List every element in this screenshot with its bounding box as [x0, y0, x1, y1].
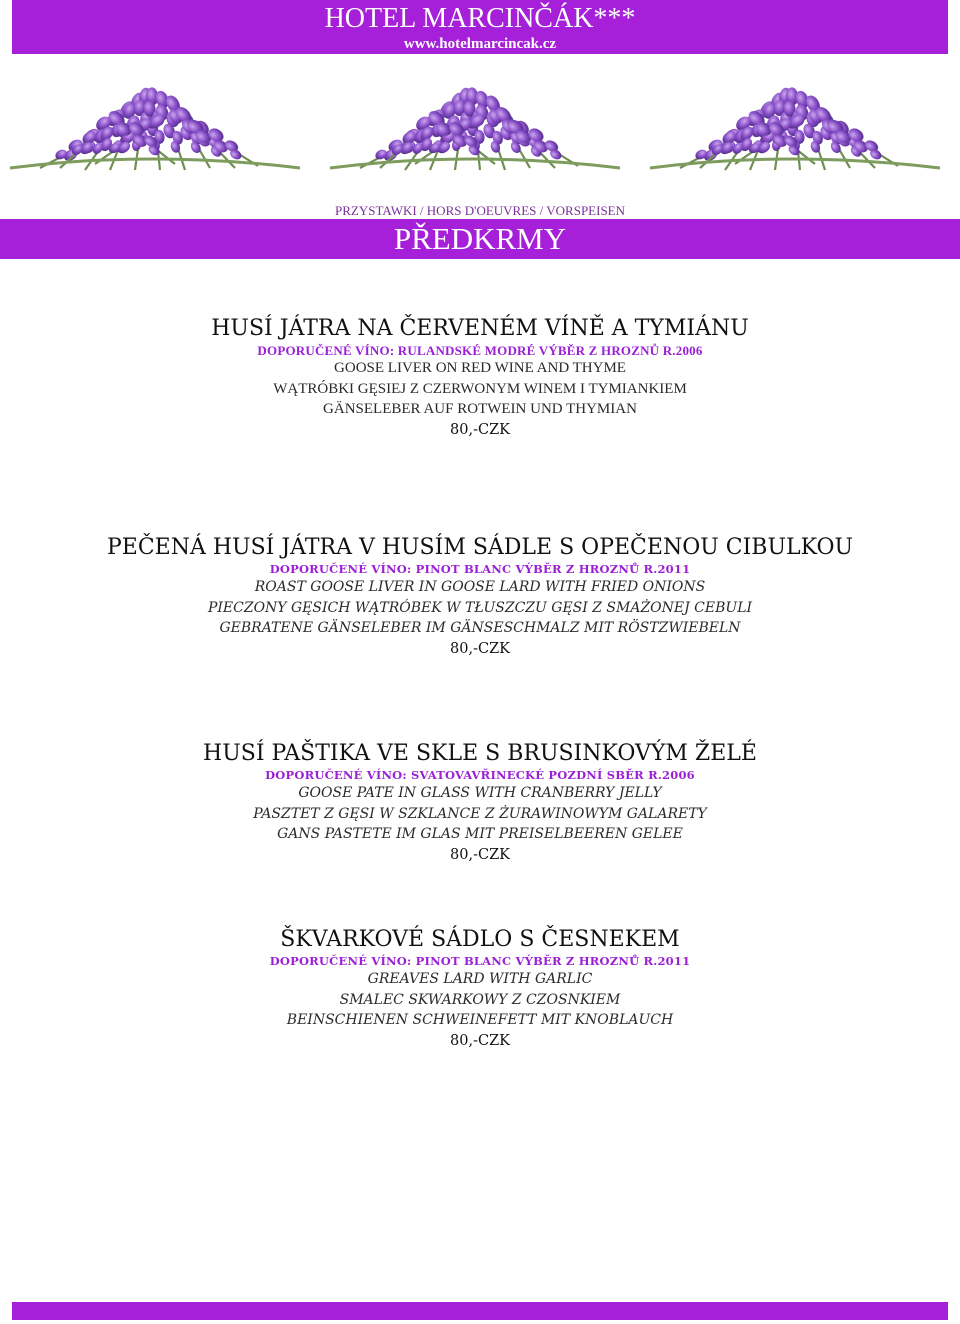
header-bar: [12, 0, 948, 54]
dish-translation-de: BEINSCHIENEN SCHWEINEFETT MIT KNOBLAUCH: [286, 1012, 674, 1028]
wine-recommendation: DOPORUČENÉ VÍNO: SVATOVAVŘINECKÉ POZDNÍ SBĚR R.2006: [265, 768, 695, 782]
dish-translation-en: ROAST GOOSE LIVER IN GOOSE LARD WITH FRIED ONIONS: [254, 579, 706, 595]
dish-translation-de: GEBRATENE GÄNSELEBER IM GÄNSESCHMALZ MIT RÖSTZWIEBELN: [219, 620, 741, 636]
dish-translation-en: GREAVES LARD WITH GARLIC: [367, 971, 593, 987]
dish-price: 80,-CZK: [450, 1032, 510, 1049]
menu-item: [0, 535, 960, 659]
dish-price: 80,-CZK: [450, 640, 510, 657]
dish-translation-de: GANS PASTETE IM GLAS MIT PREISELBEEREN GELEE: [277, 826, 683, 842]
section-subtitle: PRZYSTAWKI / HORS D'OEUVRES / VORSPEISEN: [334, 203, 626, 218]
dish-translation-de: GÄNSELEBER AUF ROTWEIN UND THYMIAN: [323, 401, 637, 417]
dish-translation-en: GOOSE LIVER ON RED WINE AND THYME: [334, 360, 626, 376]
wine-recommendation: DOPORUČENÉ VÍNO: RULANDSKÉ MODRÉ VÝBĚR Z HROZNŮ R.2006: [257, 343, 703, 358]
lavender-photo-strip: [0, 50, 960, 172]
dish-translation-pl: WĄTRÓBKI GĘSIEJ Z CZERWONYM WINEM I TYMIANKIEM: [273, 380, 687, 397]
menu-item: [0, 927, 960, 1051]
hotel-title: HOTEL MARCINČÁK***: [324, 3, 636, 34]
dish-name: PEČENÁ HUSÍ JÁTRA V HUSÍM SÁDLE S OPEČENOU CIBULKOU: [106, 535, 854, 560]
dish-translation-pl: PIECZONY GĘSICH WĄTRÓBEK W TŁUSZCZU GĘSI Z SMAŻONEJ CEBULI: [207, 599, 753, 616]
dish-name: HUSÍ JÁTRA NA ČERVENÉM VÍNĚ A TYMIÁNU: [211, 316, 749, 341]
dish-translation-pl: PASZTET Z GĘSI W SZKLANCE Z ŻURAWINOWYM GALARETY: [253, 805, 707, 822]
hotel-url[interactable]: www.hotelmarcincak.cz: [403, 36, 557, 52]
dish-price: 80,-CZK: [450, 421, 510, 438]
dish-name: HUSÍ PAŠTIKA VE SKLE S BRUSINKOVÝM ŽELÉ: [203, 741, 757, 766]
menu-item: [0, 741, 960, 865]
dish-translation-pl: SMALEC SKWARKOWY Z CZOSNKIEM: [339, 991, 621, 1008]
wine-recommendation: DOPORUČENÉ VÍNO: PINOT BLANC VÝBĚR Z HROZNŮ R.2011: [269, 954, 691, 968]
dish-name: ŠKVARKOVÉ SÁDLO S ČESNEKEM: [280, 927, 680, 952]
footer-bar: [12, 1302, 948, 1320]
dish-price: 80,-CZK: [450, 846, 510, 863]
wine-recommendation: DOPORUČENÉ VÍNO: PINOT BLANC VÝBĚR Z HROZNŮ R.2011: [269, 562, 691, 576]
menu-item: [0, 316, 960, 440]
section-title: PŘEDKRMY: [393, 221, 567, 256]
section-bar: [0, 219, 960, 259]
dish-translation-en: GOOSE PATE IN GLASS WITH CRANBERRY JELLY: [298, 785, 662, 801]
